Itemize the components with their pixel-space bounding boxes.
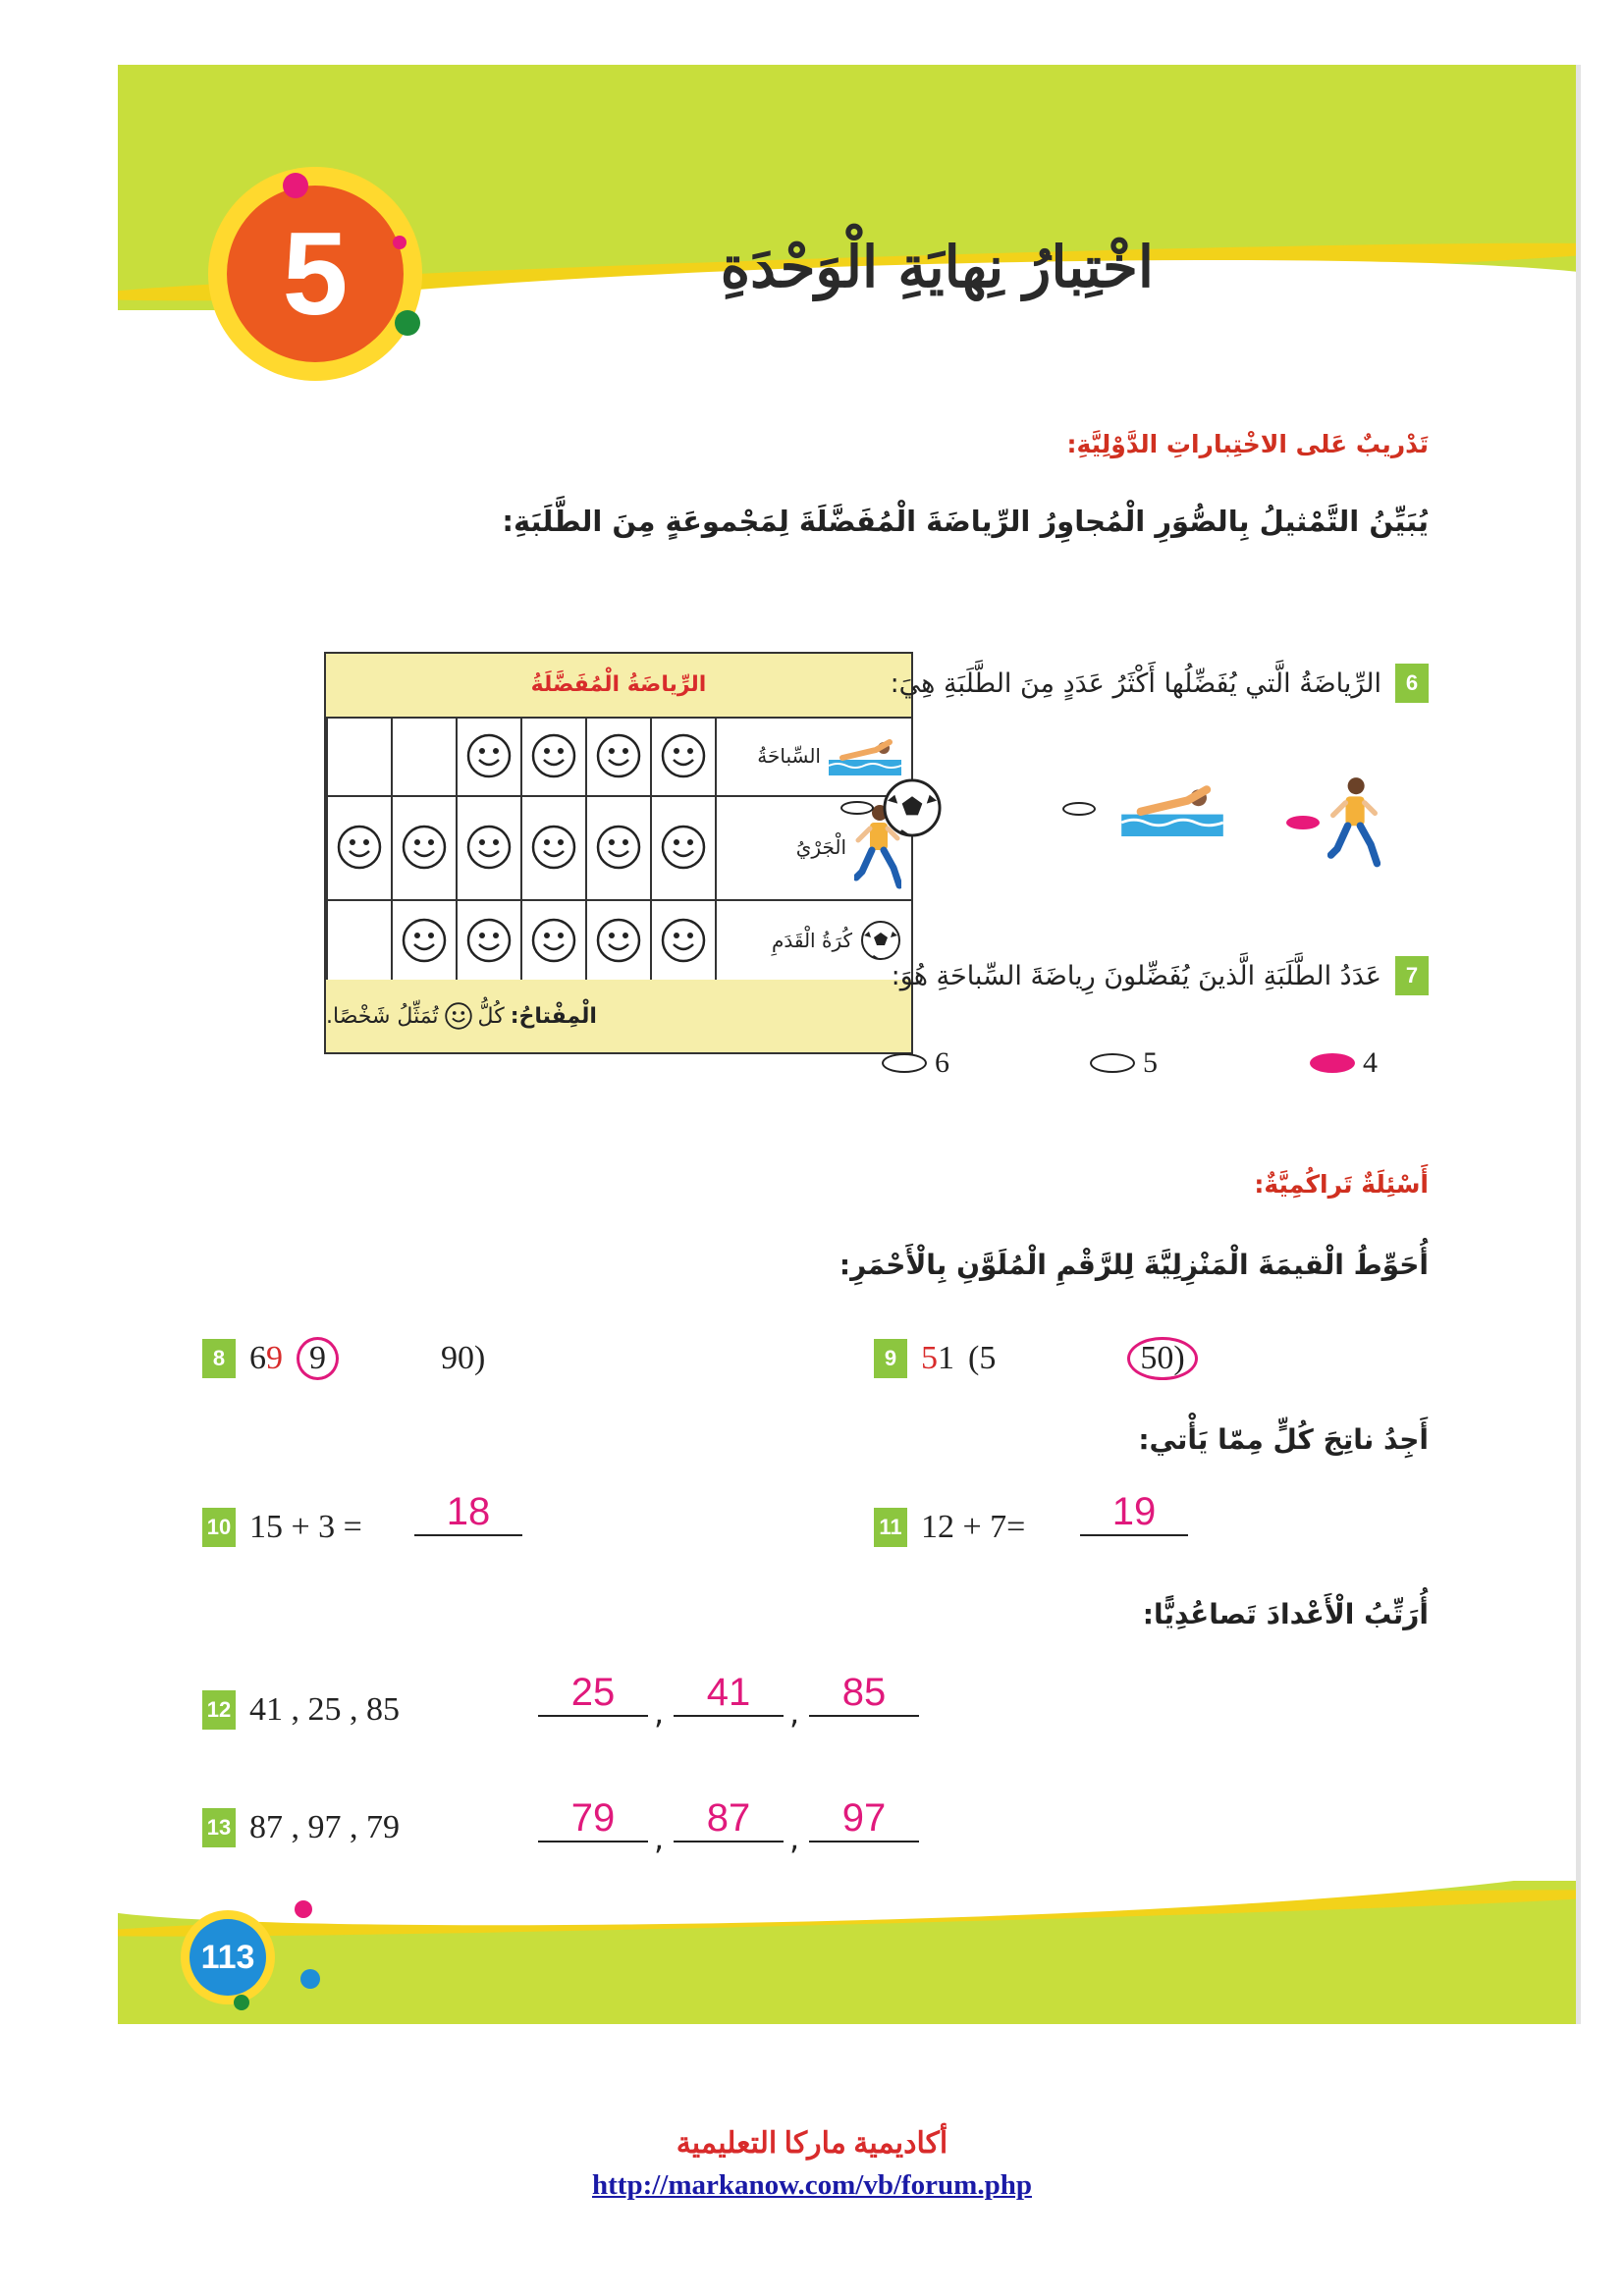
decor-dot <box>295 1900 312 1918</box>
smiley-icon <box>585 717 650 795</box>
answer-bubble[interactable] <box>840 801 874 815</box>
textbook-page <box>118 65 1581 2024</box>
question-text: الرِّياضَةُ الَّتي يُفَضِّلُها أَكْثَرُ عَدَدٍ مِنَ الطَّلَبَةِ هِيَ: <box>890 667 1381 699</box>
question-number: 6 <box>1395 664 1429 703</box>
credit-link-wrap <box>0 2169 1624 2202</box>
question-number: 8 <box>202 1339 236 1378</box>
q6-option-swimming[interactable] <box>1062 781 1241 836</box>
pictograph-key <box>326 980 911 1052</box>
row-label <box>715 899 911 982</box>
smiley-icon <box>520 795 585 899</box>
question-number: 9 <box>874 1339 907 1378</box>
circled-choice[interactable]: 9 <box>297 1337 339 1380</box>
swimmer-icon <box>829 736 901 775</box>
question-number: 12 <box>202 1690 236 1730</box>
answer-blank[interactable] <box>538 1671 648 1717</box>
table-row <box>326 795 911 901</box>
q6-option-runner[interactable] <box>1286 775 1380 870</box>
credit-name: أكاديمية ماركا التعليمية <box>676 2127 948 2160</box>
question-11 <box>874 1508 1025 1547</box>
question-9 <box>874 1337 1198 1380</box>
smiley-icon <box>391 899 456 982</box>
question-7 <box>892 956 1429 995</box>
question-8 <box>202 1337 485 1380</box>
choice-option[interactable]: 90) <box>441 1340 486 1376</box>
key-text-after: تُمَثِّلُ شَخْصًا. <box>326 1003 439 1029</box>
key-text-before: كُلُّ <box>477 1003 505 1029</box>
question-number: 7 <box>1395 956 1429 995</box>
option-value: 5 <box>1143 1046 1158 1079</box>
answer-blank[interactable] <box>414 1490 522 1536</box>
swimmer-icon <box>1104 781 1241 836</box>
answer-value: 79 <box>570 1796 616 1840</box>
answer-value: 25 <box>570 1671 616 1714</box>
choice-option[interactable]: (5 <box>968 1340 997 1376</box>
table-row <box>326 899 911 984</box>
page-number-badge <box>181 1910 275 2004</box>
number-display <box>921 1340 954 1377</box>
pictograph-table <box>324 652 913 1054</box>
expression: 12 + 7= <box>921 1509 1026 1545</box>
smiley-icon <box>650 717 715 795</box>
pictograph-caption: الرِّياضَةُ الْمُفَضَّلَةُ <box>326 654 911 719</box>
answer-value: 18 <box>446 1490 491 1533</box>
column-divider <box>715 795 717 899</box>
place-value-instruction: أُحَوِّطُ الْقيمَةَ الْمَنْزِلِيَّةَ لِلرَّقْمِ الْمُلَوَّنِ بِالْأَحْمَرِ: <box>839 1249 1429 1281</box>
question-number: 13 <box>202 1808 236 1847</box>
question-10 <box>202 1508 362 1547</box>
smiley-icon <box>585 899 650 982</box>
decor-dot <box>283 173 308 198</box>
section-heading-international: تَدْريبٌ عَلى الاخْتِباراتِ الدَّوْلِيَّةِ: <box>1066 430 1429 458</box>
credit-link[interactable]: http://markanow.com/vb/forum.php <box>592 2169 1032 2201</box>
red-digit: 9 <box>266 1340 283 1376</box>
key-label: الْمِفْتاحُ: <box>510 1003 597 1029</box>
question-12 <box>202 1690 400 1730</box>
row-label-text: السِّباحَةُ <box>757 744 821 768</box>
smiley-icon <box>456 717 520 795</box>
red-digit: 5 <box>921 1340 938 1376</box>
comma: , <box>654 1820 665 1857</box>
table-row <box>326 717 911 797</box>
number-list: 87 , 97 , 79 <box>249 1809 400 1845</box>
decor-dot <box>395 310 420 336</box>
row-label-text: كُرَةُ الْقَدَمِ <box>771 929 852 952</box>
decor-dot <box>300 1969 320 1989</box>
answer-blank[interactable] <box>809 1671 919 1717</box>
question-number: 11 <box>874 1508 907 1547</box>
column-divider <box>715 717 717 795</box>
section-heading-cumulative: أَسْئِلَةٌ تَراكُمِيَّةٌ: <box>1254 1170 1429 1199</box>
answer-blank[interactable] <box>809 1796 919 1842</box>
q6-option-soccer[interactable] <box>840 777 943 838</box>
smiley-icon <box>585 795 650 899</box>
decor-dot <box>393 236 406 249</box>
order-instruction: أُرَتِّبُ الْأَعْدادَ تَصاعُدِيًّا: <box>1142 1598 1429 1630</box>
unit-number: 5 <box>227 186 404 362</box>
question-text: عَدَدُ الطَّلَبَةِ الَّذينَ يُفَضِّلونَ رِياضَةَ السِّباحَةِ هُوَ: <box>891 960 1381 991</box>
answer-value: 85 <box>841 1671 887 1714</box>
soccer-ball-icon <box>882 777 943 838</box>
footer-band <box>118 1881 1576 2024</box>
option-value: 4 <box>1363 1046 1378 1079</box>
smiley-icon <box>650 899 715 982</box>
answer-value: 87 <box>706 1796 751 1840</box>
q7-option-6[interactable] <box>882 1046 949 1080</box>
smiley-icon <box>650 795 715 899</box>
decor-dot <box>234 1995 249 2010</box>
comma: , <box>654 1694 665 1732</box>
smiley-icon <box>326 795 391 899</box>
answer-value: 97 <box>841 1796 887 1840</box>
empty-cell <box>391 717 456 795</box>
smiley-icon <box>520 899 585 982</box>
answer-bubble[interactable] <box>882 1053 927 1073</box>
answer-bubble[interactable] <box>1090 1053 1135 1073</box>
expression: 15 + 3 = <box>249 1509 362 1545</box>
plain-digits: 6 <box>249 1340 266 1376</box>
number-list: 41 , 25 , 85 <box>249 1691 400 1728</box>
column-divider <box>715 899 717 982</box>
smiley-icon <box>391 795 456 899</box>
answer-bubble[interactable] <box>1062 802 1096 816</box>
answer-bubble[interactable] <box>1286 816 1320 829</box>
soccer-ball-icon <box>860 920 901 961</box>
page-title: اخْتِبارُ نِهايَةِ الْوَحْدَةِ <box>720 234 1154 300</box>
smiley-icon <box>456 795 520 899</box>
option-value: 6 <box>935 1046 949 1079</box>
answer-blank[interactable] <box>674 1671 784 1717</box>
empty-cell <box>326 899 391 982</box>
answer-bubble[interactable] <box>1310 1053 1355 1073</box>
question-6 <box>891 664 1429 703</box>
answer-value: 41 <box>706 1671 751 1714</box>
question-number: 10 <box>202 1508 236 1547</box>
q7-option-5[interactable] <box>1090 1046 1158 1080</box>
comma: , <box>789 1694 800 1732</box>
answer-blank[interactable] <box>1080 1490 1188 1536</box>
circled-choice[interactable]: 50) <box>1127 1337 1197 1380</box>
plain-digits: 1 <box>938 1340 954 1376</box>
row-label-text: الْجَرْيُ <box>795 835 846 859</box>
empty-cell <box>326 717 391 795</box>
smiley-icon <box>520 717 585 795</box>
comma: , <box>789 1820 800 1857</box>
pictograph-intro: يُبَيِّنُ التَّمْثيلُ بِالصُّوَرِ الْمُجاوِرُ الرِّياضَةَ الْمُفَضَّلَةَ لِمَجْموعَةٍ مِنَ الطَّلَبَةِ: <box>502 505 1429 538</box>
smiley-icon <box>445 1002 472 1030</box>
unit-badge <box>208 167 422 381</box>
answer-value: 19 <box>1111 1490 1157 1533</box>
smiley-icon <box>456 899 520 982</box>
answer-blank[interactable] <box>538 1796 648 1842</box>
page-number: 113 <box>189 1919 266 1996</box>
compute-instruction: أَجِدُ ناتِجَ كُلٍّ مِمّا يَأْتي: <box>1138 1423 1429 1456</box>
q7-option-4[interactable] <box>1310 1046 1378 1080</box>
answer-blank[interactable] <box>674 1796 784 1842</box>
runner-icon <box>1327 775 1380 870</box>
number-display <box>249 1340 283 1377</box>
question-13 <box>202 1808 400 1847</box>
